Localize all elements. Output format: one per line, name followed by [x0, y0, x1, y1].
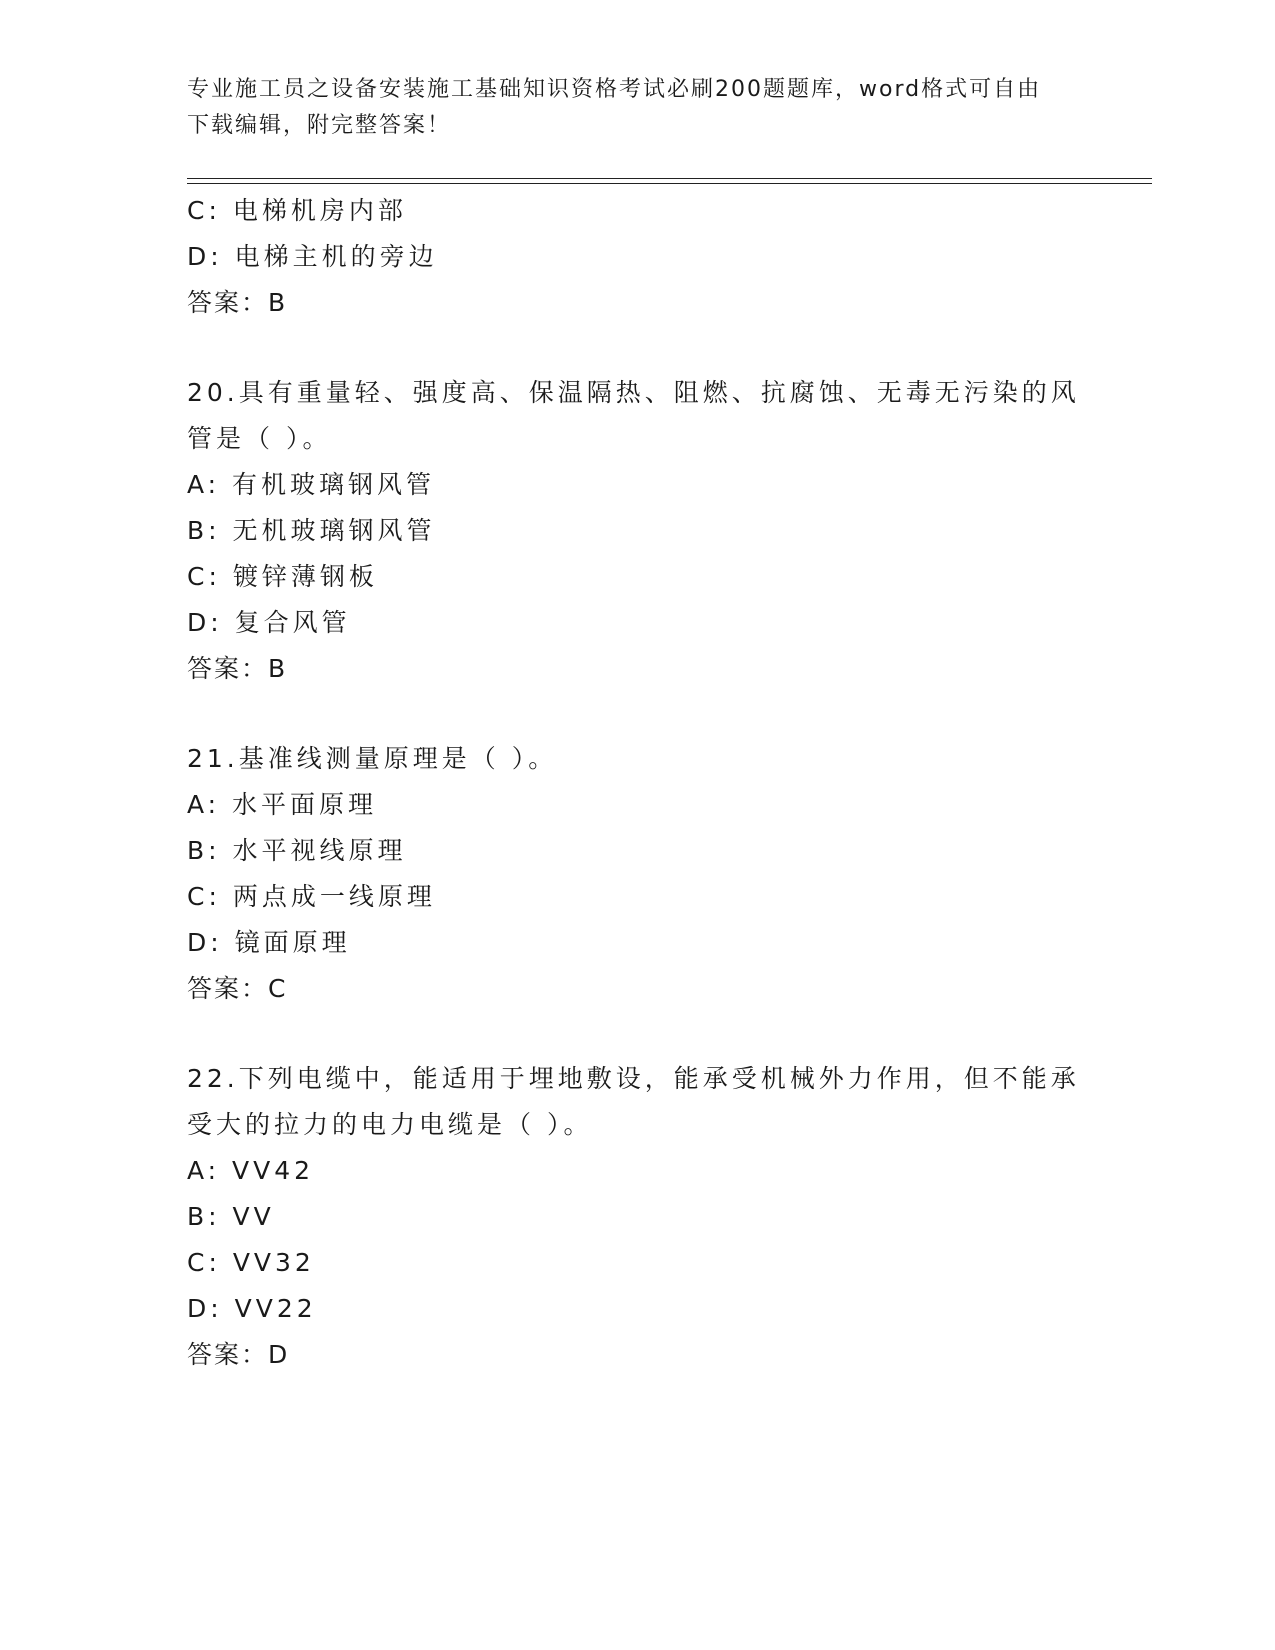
header-divider-bottom [187, 183, 1152, 184]
option-a: A: 有机玻璃钢风管 [187, 470, 436, 499]
question-stem: 管是（ ）。 [187, 424, 332, 453]
answer-line: 答案：B [187, 654, 288, 683]
header-line-2: 下载编辑，附完整答案！ [187, 113, 452, 138]
answer-line: 答案：D [187, 1340, 290, 1369]
question-20 [187, 370, 1087, 692]
spacer [187, 326, 1087, 370]
document-header [187, 72, 1067, 144]
option-c: C: 镀锌薄钢板 [187, 562, 378, 591]
option-d: D: 复合风管 [187, 608, 351, 637]
option-b: B: 无机玻璃钢风管 [187, 516, 436, 545]
spacer [187, 692, 1087, 736]
option-b: B: VV [187, 1202, 275, 1231]
question-stem: 20.具有重量轻、强度高、保温隔热、阻燃、抗腐蚀、无毒无污染的风 [187, 378, 1080, 407]
question-stem: 22.下列电缆中，能适用于埋地敷设，能承受机械外力作用，但不能承 [187, 1064, 1080, 1093]
question-19-tail [187, 188, 1087, 326]
option-b: B: 水平视线原理 [187, 836, 407, 865]
option-c: C: 电梯机房内部 [187, 196, 407, 225]
option-c: C: VV32 [187, 1248, 315, 1277]
answer-line: 答案：B [187, 288, 288, 317]
question-stem: 21.基准线测量原理是（ ）。 [187, 744, 558, 773]
option-a: A: 水平面原理 [187, 790, 378, 819]
question-21 [187, 736, 1087, 1012]
answer-line: 答案：C [187, 974, 288, 1003]
question-content [187, 188, 1087, 1378]
option-d: D: VV22 [187, 1294, 317, 1323]
header-divider-top [187, 178, 1152, 179]
option-d: D: 电梯主机的旁边 [187, 242, 438, 271]
option-c: C: 两点成一线原理 [187, 882, 436, 911]
header-line-1: 专业施工员之设备安装施工基础知识资格考试必刷200题题库，word格式可自由 [187, 77, 1042, 102]
question-stem: 受大的拉力的电力电缆是（ ）。 [187, 1110, 593, 1139]
spacer [187, 1012, 1087, 1056]
option-a: A: VV42 [187, 1156, 315, 1185]
option-d: D: 镜面原理 [187, 928, 351, 957]
question-22 [187, 1056, 1087, 1378]
